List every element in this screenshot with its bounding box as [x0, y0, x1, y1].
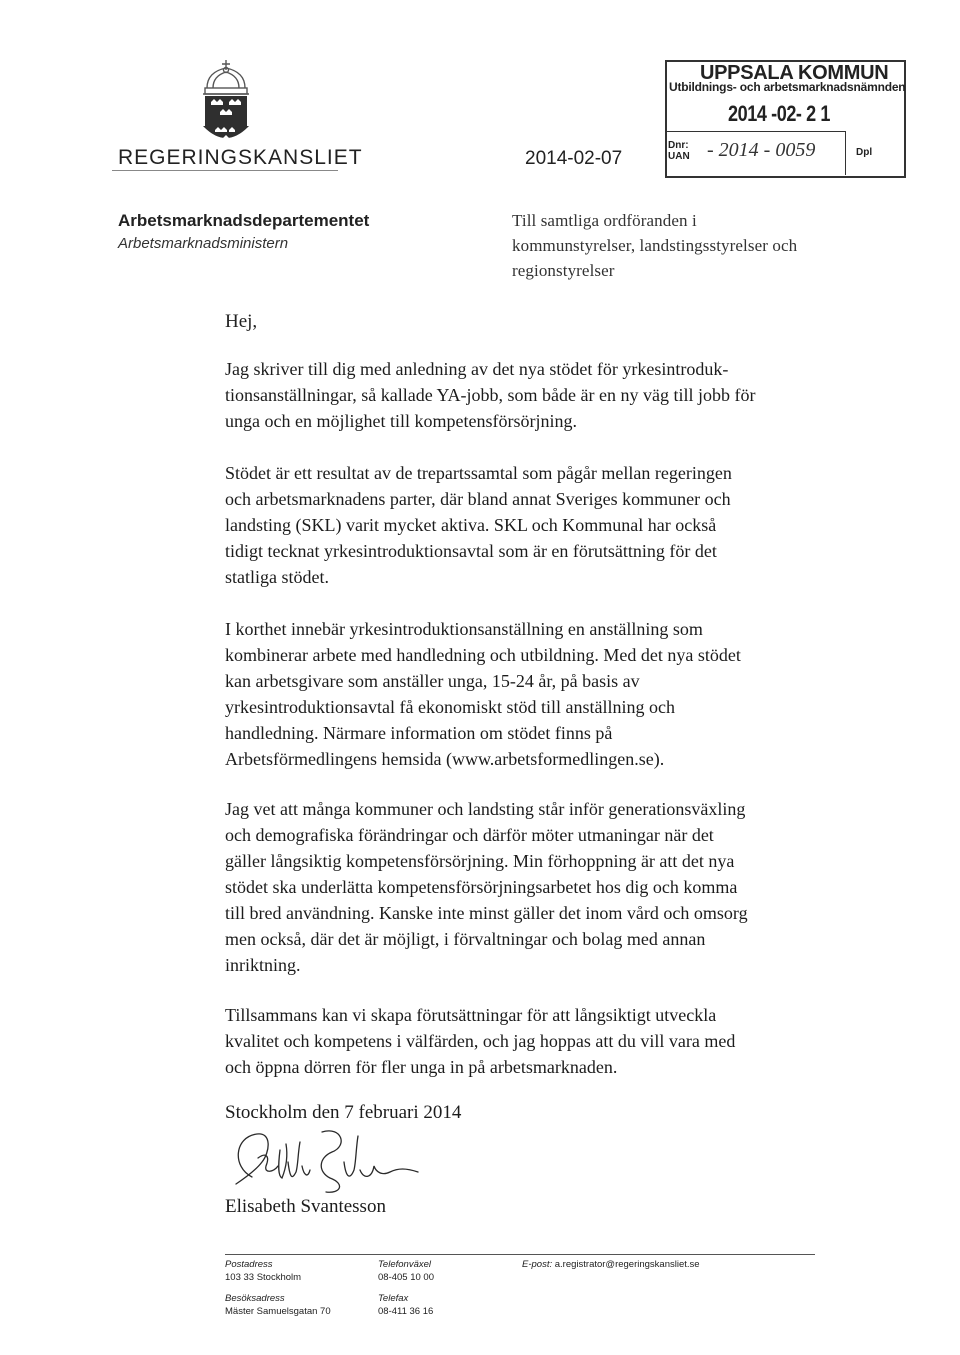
- stamp-board: Utbildnings- och arbetsmarknadsnämnden: [669, 80, 906, 94]
- body-paragraph: I korthet innebär yrkesintroduktionsanställning en anställning som kombinerar arbete med handledning och utbildning. Med det nya stödet kan arbetsgivare som anställer unga, 15-24 år, på basis av yrkesintroduktionsavtal få ekonomiskt stöd till anställning och handledning. Närmare information om stödet finns på Arbetsförmedlingens hemsida (www.arbetsformedlingen.se).: [225, 619, 741, 769]
- visit-address-label: Besöksadress: [225, 1293, 285, 1304]
- crown-emblem-logo: [193, 58, 259, 150]
- body-paragraph: Jag vet att många kommuner och landsting står inför generationsväxling och demografiska förändringar och därför möter utmaningar när det gäller långsiktig kompetensförsörjning. Min förhoppning är att det nya stödet ska underlätta kompetensförsörjningsarbetet hos dig och komma till bred användning. Kanske inte minst gäller det inom vård och omsorg men också, där det är möjligt, i förvaltningar och bolag med annan inriktning.: [225, 799, 748, 975]
- recipient-block: [512, 208, 797, 283]
- email-value[interactable]: a.registrator@regeringskansliet.se: [554, 1259, 700, 1270]
- stamp-received-date: 2014 -02- 2 1: [728, 101, 830, 126]
- minister-title: Arbetsmarknadsministern: [118, 235, 289, 252]
- organization-name: REGERINGSKANSLIET: [118, 146, 363, 169]
- postal-address-value: 103 33 Stockholm: [225, 1272, 302, 1283]
- greeting: Hej,: [225, 311, 258, 332]
- visit-address-value: Mäster Samuelsgatan 70: [225, 1306, 331, 1317]
- stamp-divider-vertical: [845, 131, 846, 175]
- department-name: Arbetsmarknadsdepartementet: [118, 211, 370, 230]
- signer-name: Elisabeth Svantesson: [225, 1196, 386, 1217]
- body-paragraph: Stödet är ett resultat av de trepartssamtal som pågår mellan regeringen och arbetsmarknadens parter, där bland annat Sveriges kommuner och landsting (SKL) varit mycket aktiva. SKL och Kommunal har också tidigt tecknat yrkesintroduktionsavtal som är en förutsättning för det statliga stödet.: [225, 463, 732, 587]
- stamp-dnr-handwritten: - 2014 - 0059: [707, 139, 816, 161]
- stamp-divider: [666, 131, 846, 132]
- stamp-dpl-label: Dpl: [856, 147, 873, 158]
- body-paragraph: Tillsammans kan vi skapa förutsättningar för att långsiktigt utveckla kvalitet och kompetens i välfärden, och jag hoppas att du vill vara med och öppna dörren för fler unga in på arbetsmarknaden.: [225, 1005, 736, 1077]
- stamp-dnr-label: [668, 140, 690, 162]
- switchboard-label: Telefonväxel: [378, 1259, 431, 1270]
- email-label: E-post:: [522, 1259, 553, 1270]
- body-paragraph: Jag skriver till dig med anledning av det nya stödet för yrkesintroduk- tionsanställningar, så kallade YA-jobb, som både är en ny väg till jobb för unga och en möjlighet till kompetensförsörjning.: [225, 359, 756, 431]
- recipient-line: regionstyrelser: [512, 261, 615, 280]
- document-date: 2014-02-07: [525, 148, 623, 169]
- footer-divider: [225, 1254, 815, 1255]
- fax-value: 08-411 36 16: [378, 1306, 434, 1317]
- handwritten-signature: [222, 1122, 422, 1202]
- footer-postal-address: [225, 1258, 301, 1284]
- dnr-label: Dnr:: [668, 140, 689, 151]
- stamp-organization: UPPSALA KOMMUN: [700, 62, 889, 84]
- recipient-line: kommunstyrelser, landstingsstyrelser och: [512, 236, 798, 255]
- place-and-date: Stockholm den 7 februari 2014: [225, 1102, 462, 1123]
- dnr-prefix: UAN: [668, 151, 690, 162]
- footer-email: [522, 1258, 700, 1271]
- footer-fax: [378, 1292, 433, 1318]
- recipient-line: Till samtliga ordföranden i: [512, 211, 697, 230]
- switchboard-value: 08-405 10 00: [378, 1272, 434, 1283]
- postal-address-label: Postadress: [225, 1259, 273, 1270]
- letterhead-divider: [112, 170, 338, 171]
- footer-visit-address: [225, 1292, 331, 1318]
- footer-switchboard: [378, 1258, 434, 1284]
- fax-label: Telefax: [378, 1293, 409, 1304]
